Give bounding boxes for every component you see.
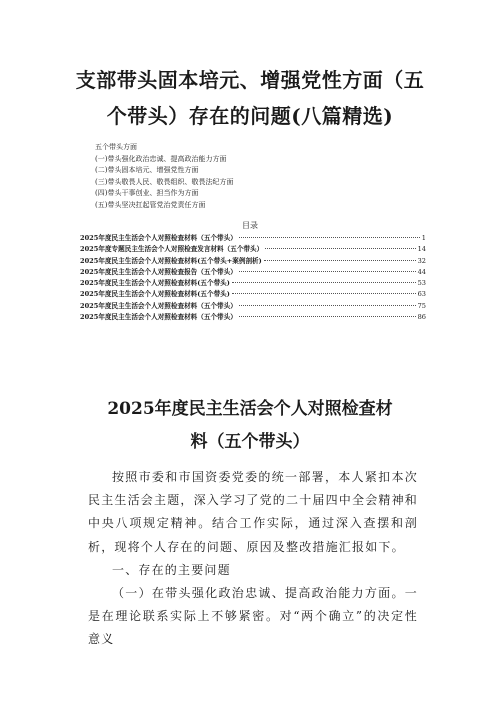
- toc-leader-dots: [232, 293, 416, 294]
- main-title-line-2: 个带头）存在的问题(八篇精选): [106, 104, 394, 128]
- toc-entry-title: 2025年度民主生活会个人对照检查材料(五个带头): [80, 279, 230, 288]
- toc-leader-dots: [239, 316, 416, 317]
- toc-entry-title: 2025年度民主生活会个人对照检查材料（五个带头）: [80, 301, 237, 310]
- body-paragraph: 按照市委和市国资委党委的统一部署，本人紧扣本次民主生活会主题，深入学习了党的二十届四中全会精神和中央八项规定精神。结合工作实际，通过深入查摆和剖析，现将个人存在的问题、原因及整改措施汇报如下。: [88, 470, 419, 554]
- document-title-line-2: 料（五个带头）: [190, 432, 310, 452]
- main-title-line-1: 支部带头固本培元、增强党性方面（五: [75, 68, 425, 92]
- toc-entry[interactable]: [80, 289, 426, 300]
- document-title-line-1: 2025年度民主生活会个人对照检查材: [107, 399, 393, 419]
- toc-entry-page: 63: [417, 290, 426, 299]
- toc-leader-dots: [232, 282, 416, 283]
- toc-leader-dots: [239, 305, 416, 306]
- toc-entry-title: 2025年度民主生活会个人对照检查材料(五个带头+案例剖析): [80, 256, 262, 265]
- toc-entry-page: 1: [421, 234, 426, 242]
- toc-entry-page: 44: [417, 267, 426, 276]
- five-heads-heading: 五个带头方面: [95, 143, 137, 151]
- five-heads-list: [95, 142, 233, 212]
- toc-entry-title: 2025年度专题民主生活会个人对照检查发言材料（五个带头）: [80, 245, 264, 254]
- toc-leader-dots: [239, 271, 416, 272]
- toc-heading: 目录: [242, 221, 258, 230]
- body-paragraph: （一）在带头强化政治忠诚、提高政治能力方面。一是在理论联系实际上不够紧密。对“两个确立”的决定性意义: [88, 586, 418, 647]
- toc-leader-dots: [264, 260, 416, 261]
- toc-entry-title: 2025年度民主生活会个人对照检查材料（五个带头）: [80, 234, 237, 242]
- toc-entry-page: 14: [417, 245, 426, 254]
- toc-entry-page: 86: [417, 313, 426, 322]
- toc-entry[interactable]: [80, 267, 426, 278]
- document-title: [80, 393, 420, 459]
- five-heads-item: (一)带头强化政治忠诚、提高政治能力方面: [95, 154, 227, 163]
- toc-entry[interactable]: [80, 301, 426, 312]
- toc-entry[interactable]: [80, 256, 426, 267]
- toc-entry-title: 2025年度民主生活会个人对照检查报告（五个带头）: [80, 267, 237, 276]
- toc-leader-dots: [239, 237, 420, 238]
- toc-entry-title: 2025年度民主生活会个人对照检查材料（五个带头）: [80, 313, 237, 322]
- five-heads-item: (五)带头坚决扛起管党治党责任方面: [95, 200, 206, 209]
- toc-entry[interactable]: [80, 312, 426, 323]
- five-heads-item: (三)带头敬畏人民、敬畏组织、敬畏法纪方面: [95, 177, 234, 186]
- toc-entry-title: 2025年度民主生活会个人对照检查材料(五个带头): [80, 290, 230, 299]
- toc-entry-page: 75: [417, 301, 426, 310]
- toc-entry[interactable]: [80, 278, 426, 289]
- five-heads-item: (二)带头固本培元、增强党性方面: [95, 166, 199, 175]
- toc-leader-dots: [265, 248, 415, 249]
- table-of-contents: [80, 233, 426, 323]
- body-text: [88, 466, 418, 652]
- toc-entry[interactable]: [80, 244, 426, 255]
- main-title: [60, 62, 440, 134]
- toc-entry-page: 53: [417, 279, 426, 288]
- toc-entry-page: 32: [417, 256, 426, 265]
- five-heads-item: (四)带头干事创业、担当作为方面: [95, 189, 199, 198]
- section-heading: 一、存在的主要问题: [112, 562, 231, 577]
- toc-entry[interactable]: [80, 233, 426, 244]
